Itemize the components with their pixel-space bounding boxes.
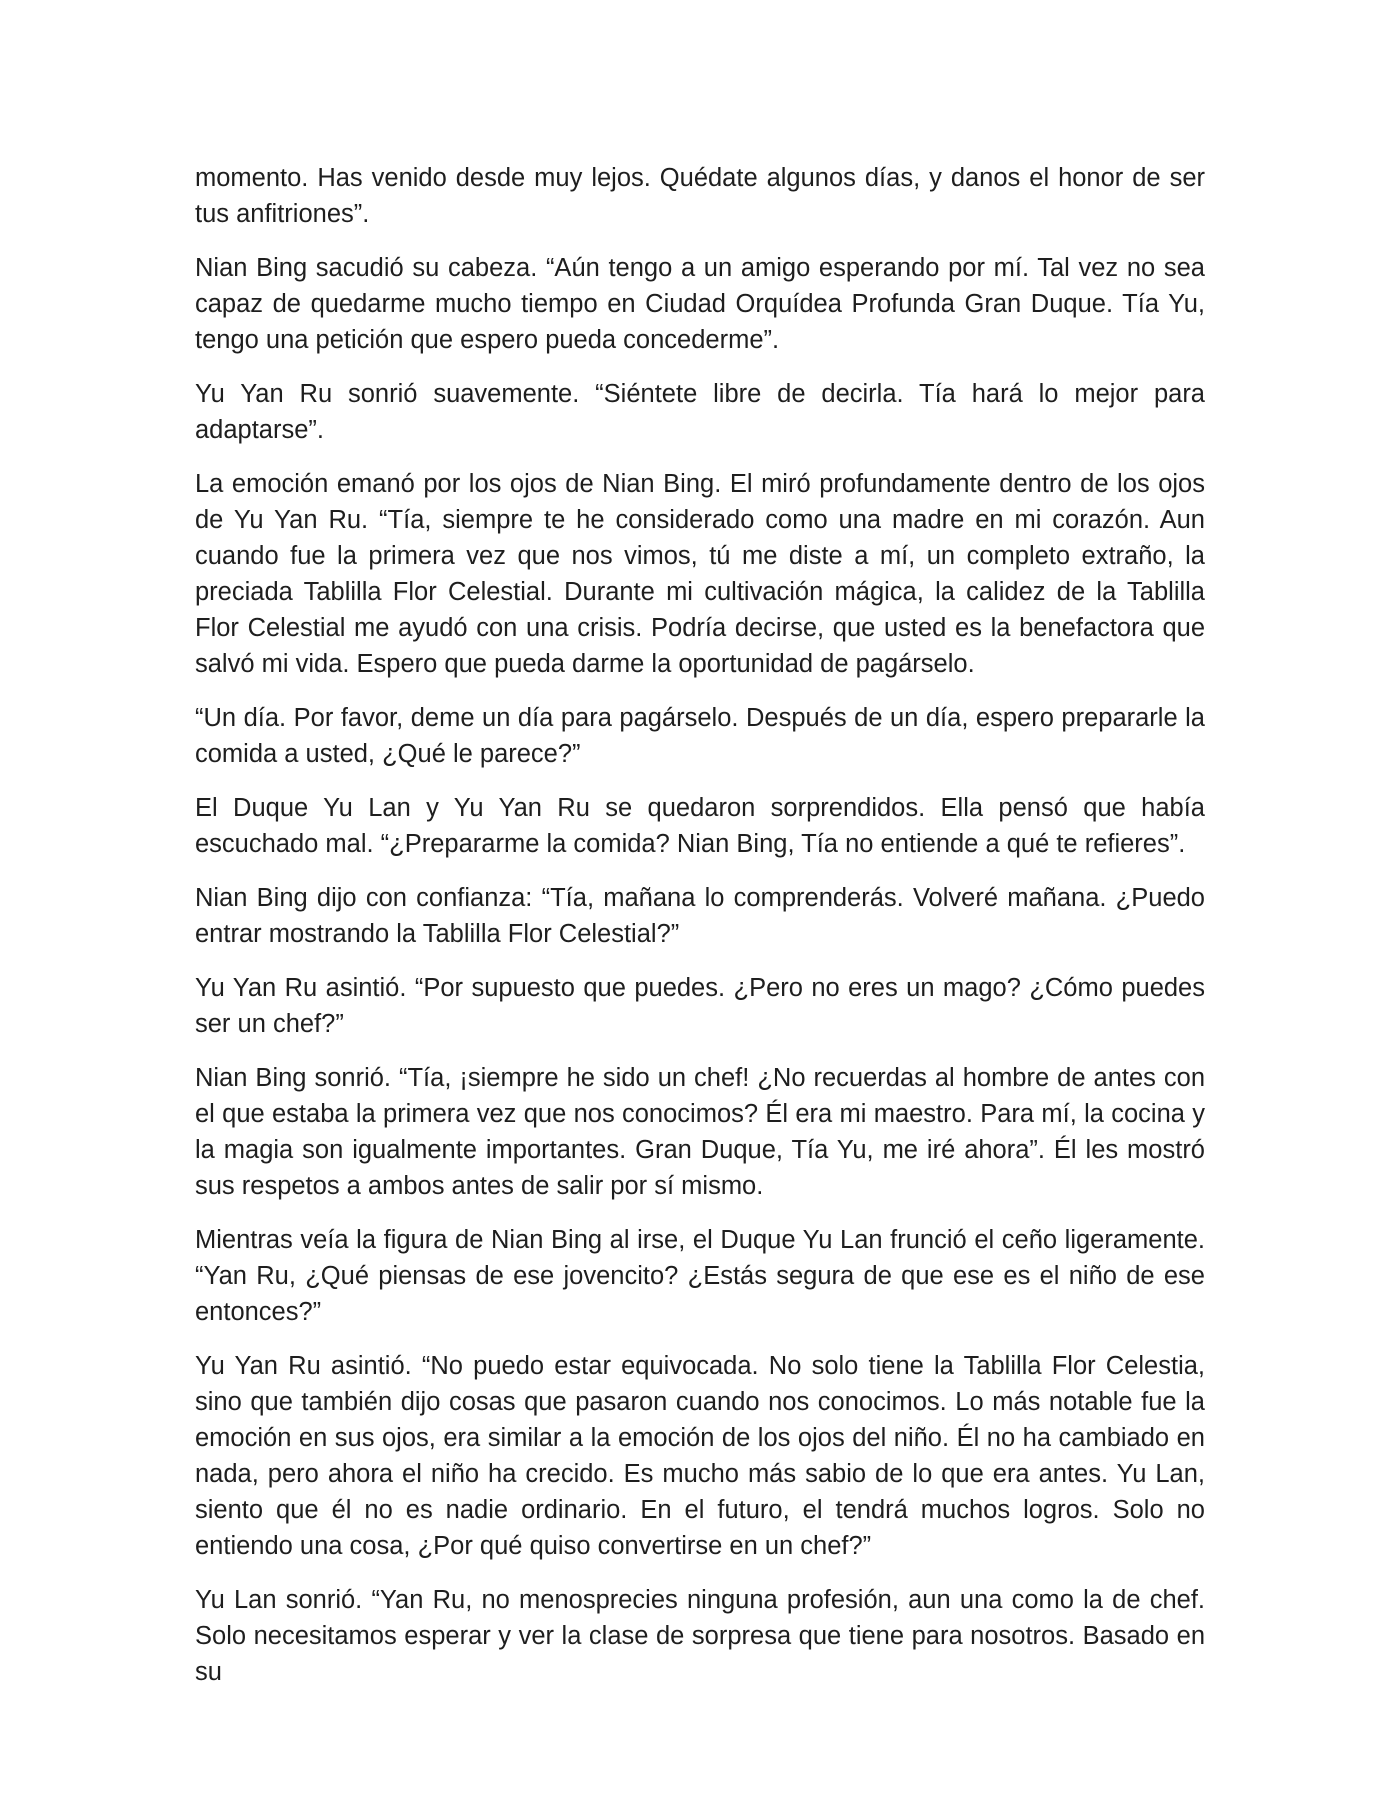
paragraph: La emoción emanó por los ojos de Nian Bing. El miró profundamente dentro de los ojos de Yu Yan Ru. “Tía, siempre te he considerado como una madre en mi corazón. Aun cuando fue la primera vez que nos vimos, tú me diste a mí, un completo extraño, la preciada Tablilla Flor Celestial. Durante mi cultivación mágica, la calidez de la Tablilla Flor Celestial me ayudó con una crisis. Podría decirse, que usted es la benefactora que salvó mi vida. Espero que pueda darme la oportunidad de pagárselo. (195, 470, 1205, 678)
paragraph: Yu Yan Ru sonrió suavemente. “Siéntete libre de decirla. Tía hará lo mejor para adaptarse”. (195, 380, 1205, 444)
paragraph: Yu Yan Ru asintió. “Por supuesto que puedes. ¿Pero no eres un mago? ¿Cómo puedes ser un chef?” (195, 974, 1205, 1038)
paragraph: Yu Yan Ru asintió. “No puedo estar equivocada. No solo tiene la Tablilla Flor Celestia, sino que también dijo cosas que pasaron cuando nos conocimos. Lo más notable fue la emoción en sus ojos, era similar a la emoción de los ojos del niño. Él no ha cambiado en nada, pero ahora el niño ha crecido. Es mucho más sabio de lo que era antes. Yu Lan, siento que él no es nadie ordinario. En el futuro, el tendrá muchos logros. Solo no entiendo una cosa, ¿Por qué quiso convertirse en un chef?” (195, 1352, 1205, 1560)
paragraph: Nian Bing dijo con confianza: “Tía, mañana lo comprenderás. Volveré mañana. ¿Puedo entrar mostrando la Tablilla Flor Celestial?” (195, 884, 1205, 948)
paragraph: Nian Bing sacudió su cabeza. “Aún tengo a un amigo esperando por mí. Tal vez no sea capaz de quedarme mucho tiempo en Ciudad Orquídea Profunda Gran Duque. Tía Yu, tengo una petición que espero pueda concederme”. (195, 254, 1205, 354)
paragraph: Yu Lan sonrió. “Yan Ru, no menosprecies ninguna profesión, aun una como la de chef. Solo necesitamos esperar y ver la clase de sorpresa que tiene para nosotros. Basado en su (195, 1586, 1205, 1686)
document-body (195, 160, 1205, 1708)
paragraph: momento. Has venido desde muy lejos. Quédate algunos días, y danos el honor de ser tus anfitriones”. (195, 164, 1205, 228)
paragraph: Nian Bing sonrió. “Tía, ¡siempre he sido un chef! ¿No recuerdas al hombre de antes con el que estaba la primera vez que nos conocimos? Él era mi maestro. Para mí, la cocina y la magia son igualmente importantes. Gran Duque, Tía Yu, me iré ahora”. Él les mostró sus respetos a ambos antes de salir por sí mismo. (195, 1064, 1205, 1200)
paragraph: Mientras veía la figura de Nian Bing al irse, el Duque Yu Lan frunció el ceño ligeramente. “Yan Ru, ¿Qué piensas de ese jovencito? ¿Estás segura de que ese es el niño de ese entonces?” (195, 1226, 1205, 1326)
paragraph: “Un día. Por favor, deme un día para pagárselo. Después de un día, espero prepararle la comida a usted, ¿Qué le parece?” (195, 704, 1205, 768)
paragraph: El Duque Yu Lan y Yu Yan Ru se quedaron sorprendidos. Ella pensó que había escuchado mal. “¿Prepararme la comida? Nian Bing, Tía no entiende a qué te refieres”. (195, 794, 1205, 858)
